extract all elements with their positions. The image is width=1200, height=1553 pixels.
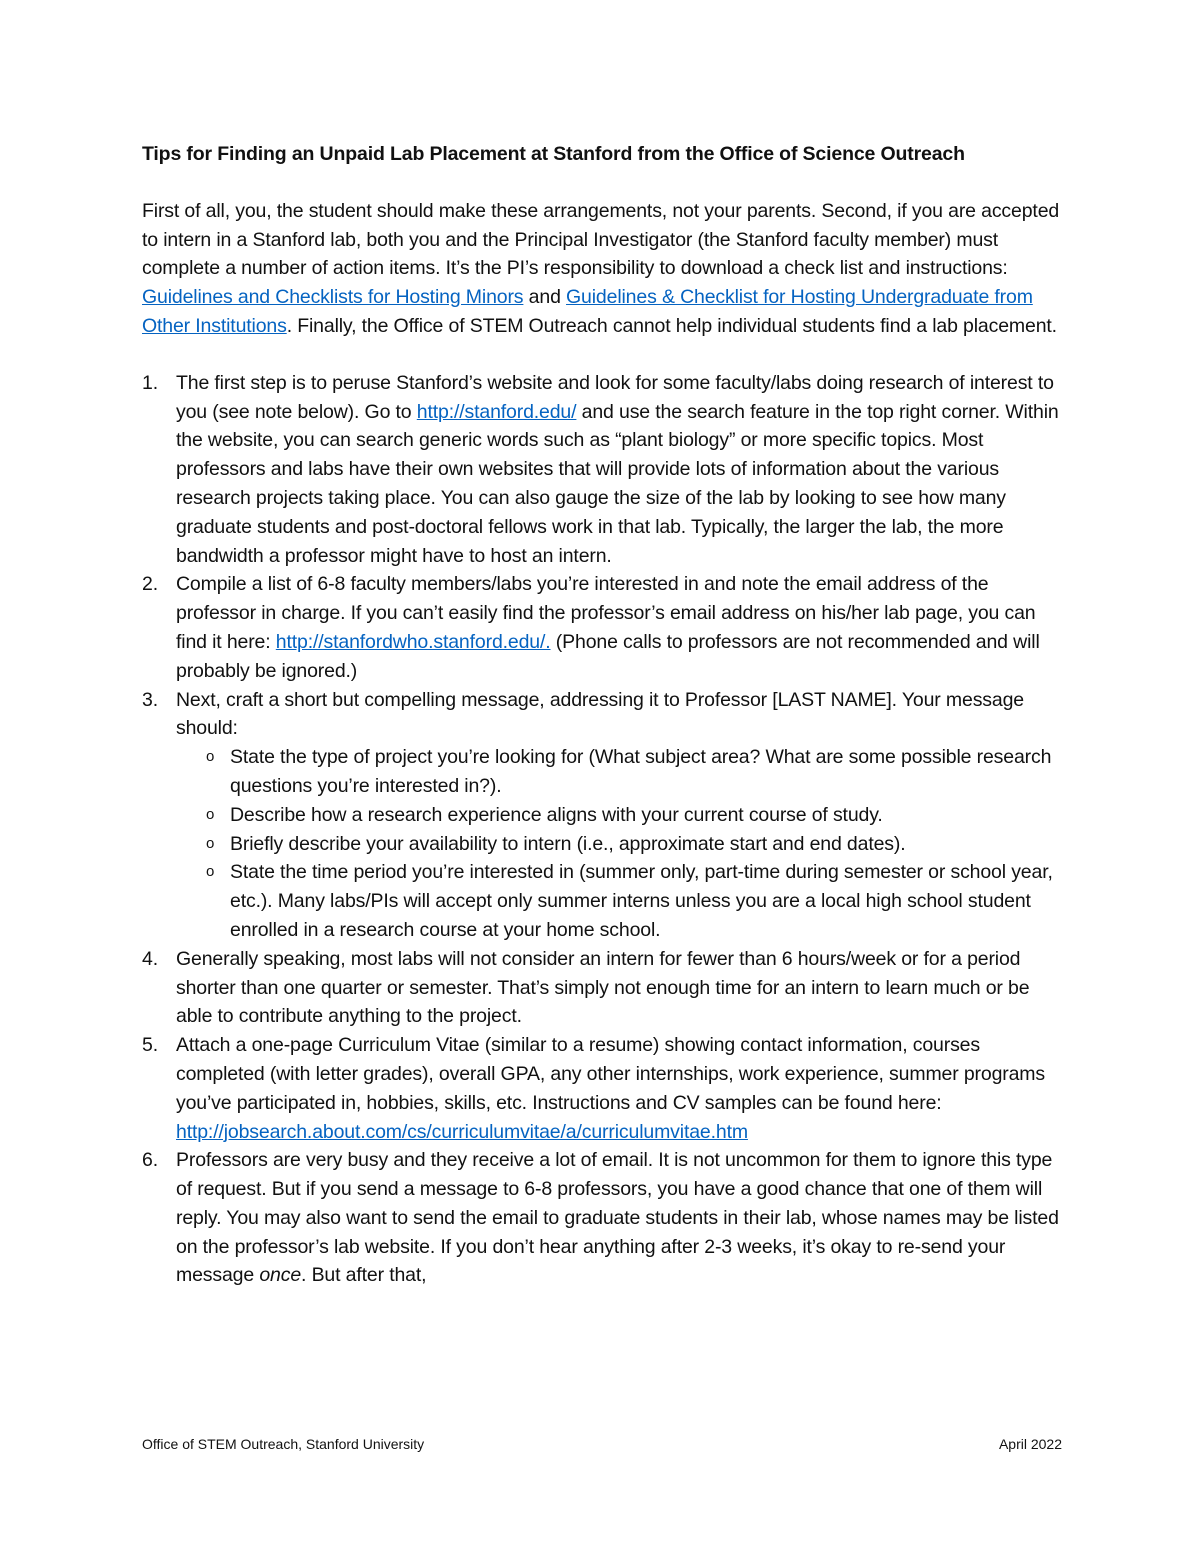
intro-text: and	[523, 286, 567, 309]
step-number: 3.	[142, 688, 158, 711]
list-item: o Briefly describe your availability to intern (i.e., approximate start and end dates).	[176, 830, 1062, 859]
step-text: . But after that,	[301, 1264, 427, 1287]
list-item: o State the type of project you’re looking for (What subject area? What are some possible research questions you’re interested in?).	[176, 743, 1062, 801]
list-item: o Describe how a research experience aligns with your current course of study.	[176, 801, 1062, 830]
hosting-minors-link[interactable]: Guidelines and Checklists for Hosting Minors	[142, 286, 524, 309]
step-text: Attach a one-page Curriculum Vitae (similar to a resume) showing contact information, courses completed (with letter grades), overall GPA, any other internships, work experience, summer programs you’ve participated in, hobbies, skills, etc. Instructions and CV samples can be found here:	[176, 1034, 1046, 1114]
steps-list	[142, 369, 1062, 1291]
step-item	[142, 570, 1062, 685]
emphasis-text: once	[259, 1264, 302, 1287]
step-text: and use the search feature in the top right corner. Within the website, you can search generic words such as “plant biology” or more specific topics. Most professors and labs have their own websites that will provide lots of information about the various research projects taking place. You can also gauge the size of the lab by looking to see how many graduate students and post-doctoral fellows work in that lab. Typically, the larger the lab, the more bandwidth a professor might have to host an intern.	[176, 400, 1059, 567]
intro-text: . Finally, the Office of STEM Outreach cannot help individual students find a lab placement.	[286, 314, 1057, 337]
step-number: 6.	[142, 1149, 158, 1172]
list-item: o State the time period you’re interested in (summer only, part-time during semester or school year, etc.). Many labs/PIs will accept only summer interns unless you are a local high school student enrolled in a research course at your home school.	[176, 858, 1062, 944]
step-number: 5.	[142, 1034, 158, 1057]
page-footer	[142, 1434, 1062, 1454]
stanford-website-link[interactable]: http://stanford.edu/	[416, 400, 577, 423]
bullet-icon: o	[206, 834, 215, 852]
page-content	[142, 140, 1062, 1290]
message-requirements-list	[176, 743, 1062, 945]
step-text: Next, craft a short but compelling message, addressing it to Professor [LAST NAME]. Your message should:	[176, 688, 1024, 740]
footer-office: Office of STEM Outreach, Stanford University	[142, 1436, 425, 1452]
step-text: Professors are very busy and they receive a lot of email. It is not uncommon for them to ignore this type of request. But if you send a message to 6-8 professors, you have a good chance that one of them will reply. You may also want to send the email to graduate students in their lab, whose names may be listed on the professor’s lab website. If you don’t hear anything after 2-3 weeks, it’s okay to re-send your message	[176, 1149, 1059, 1287]
step-item	[142, 1031, 1062, 1146]
step-item	[142, 686, 1062, 945]
step-text: (Phone calls to professors are not recommended and will probably be ignored.)	[176, 630, 1040, 682]
step-text: Generally speaking, most labs will not consider an intern for fewer than 6 hours/week or for a period shorter than one quarter or semester. That’s simply not enough time for an intern to learn much or be able to contribute anything to the project.	[176, 947, 1030, 1028]
intro-text: First of all, you, the student should make these arrangements, not your parents. Second, if you are accepted to intern in a Stanford lab, both you and the Principal Investigator (the Stanford faculty member) must complete a number of action items. It’s the PI’s responsibility to download a check list and instructions:	[142, 199, 1060, 280]
bullet-icon: o	[206, 748, 215, 766]
step-item	[142, 369, 1062, 571]
step-item	[142, 945, 1062, 1031]
hosting-undergraduate-link[interactable]: Guidelines & Checklist for Hosting Undergraduate from Other Institutions	[142, 286, 1033, 337]
step-text: The first step is to peruse Stanford’s website and look for some faculty/labs doing research of interest to you (see note below). Go to	[176, 371, 1054, 423]
bullet-icon: o	[206, 805, 215, 823]
page-title: Tips for Finding an Unpaid Lab Placement at Stanford from the Office of Science Outreach	[142, 143, 965, 165]
step-number: 4.	[142, 947, 158, 970]
footer-date: April 2022	[998, 1436, 1062, 1452]
bullet-icon: o	[206, 863, 215, 881]
step-item	[142, 1146, 1062, 1290]
step-number: 2.	[142, 573, 158, 596]
stanfordwho-link[interactable]: http://stanfordwho.stanford.edu/.	[275, 630, 551, 653]
step-text: Compile a list of 6-8 faculty members/labs you’re interested in and note the email address of the professor in charge. If you can’t easily find the professor’s email address on his/her lab page, you can find it here:	[176, 573, 1036, 653]
cv-instructions-link[interactable]: http://jobsearch.about.com/cs/curriculumvitae/a/curriculumvitae.htm	[176, 1120, 748, 1143]
intro-paragraph	[142, 197, 1062, 341]
step-number: 1.	[142, 371, 158, 394]
